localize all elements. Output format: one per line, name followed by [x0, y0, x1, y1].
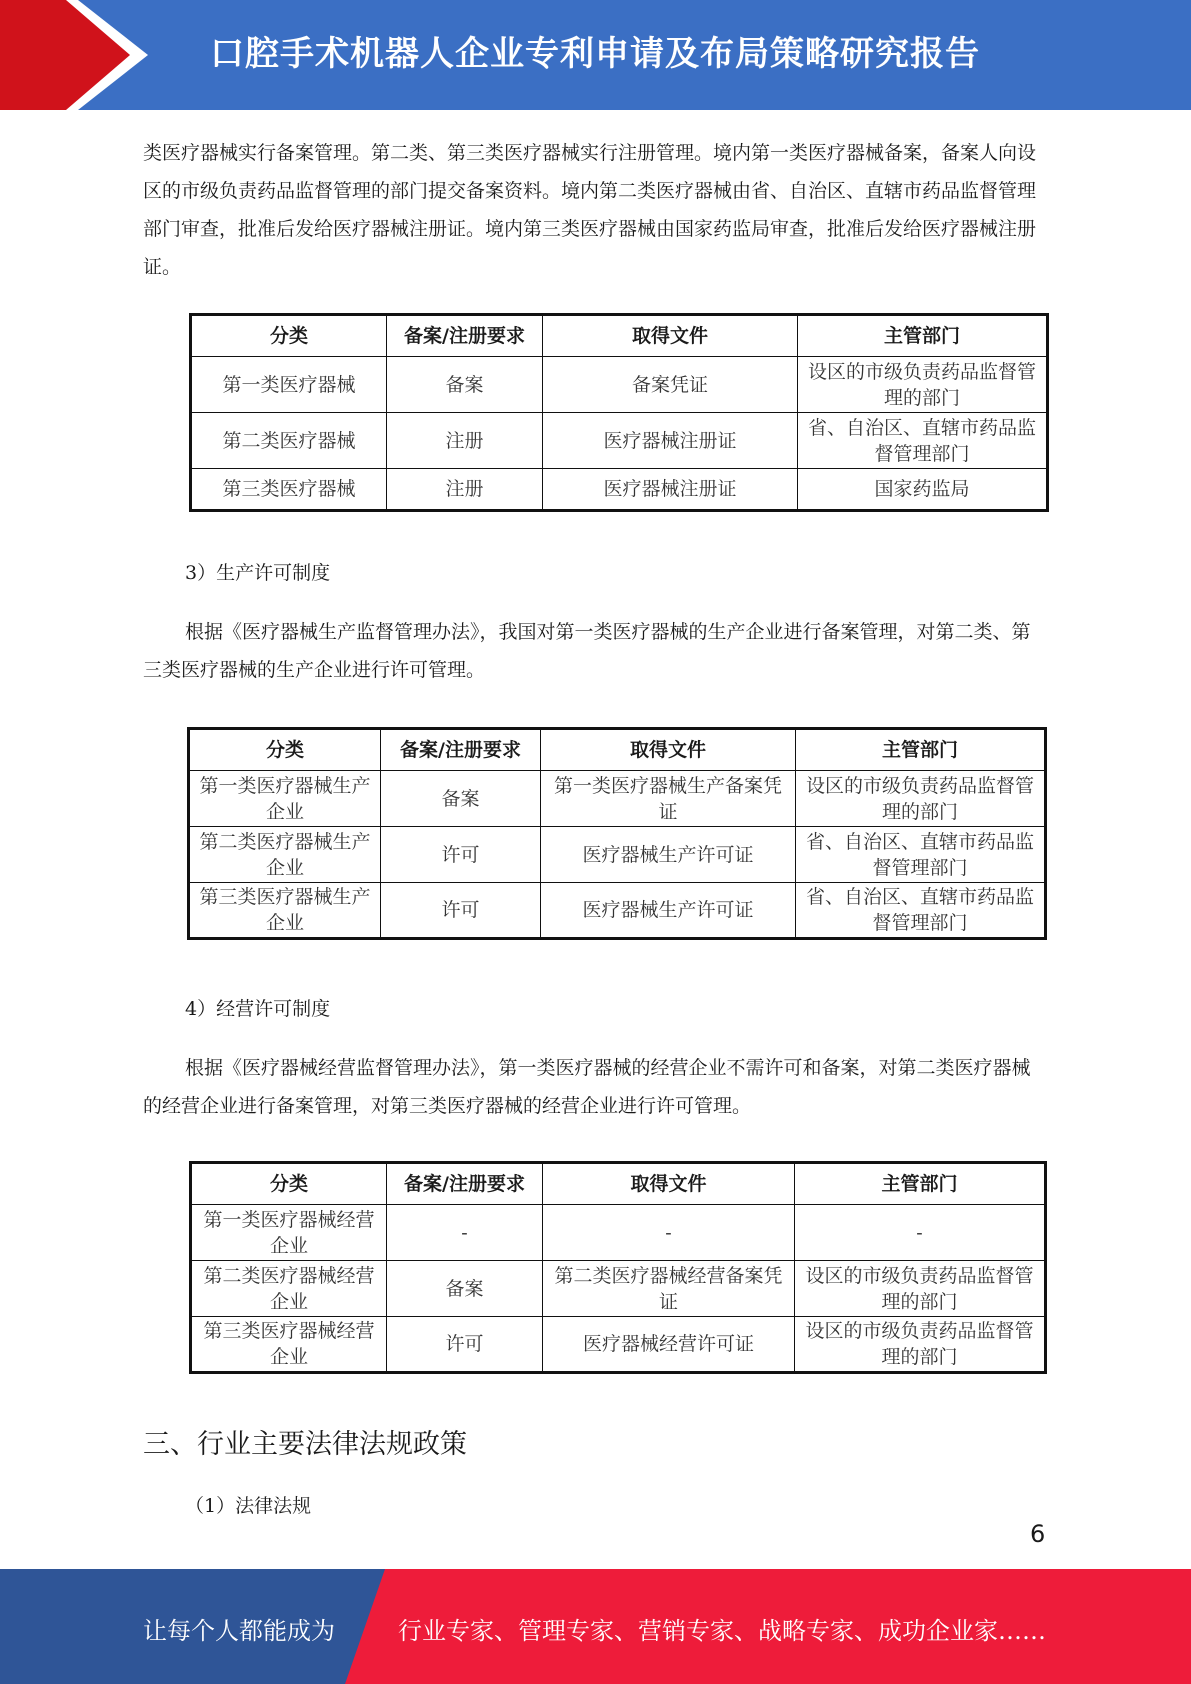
- table-cell: 第三类医疗器械生产企业: [189, 883, 381, 939]
- table-cell: 第一类医疗器械: [191, 357, 387, 413]
- table-cell: 备案: [381, 771, 541, 827]
- table-row: [189, 827, 1046, 883]
- production-license-paragraph: 根据《医疗器械生产监督管理办法》，我国对第一类医疗器械的生产企业进行备案管理，对第二类、第三类医疗器械的生产企业进行许可管理。: [143, 621, 1031, 681]
- production-license-table: [187, 727, 1047, 940]
- table-cell: 许可: [387, 1317, 543, 1373]
- column-header: 取得文件: [543, 315, 798, 357]
- table-row: [191, 1261, 1046, 1317]
- footer-slogan-right: 行业专家、管理专家、营销专家、战略专家、成功企业家……: [398, 1617, 1046, 1645]
- table-header-row: [191, 315, 1048, 357]
- table-cell: 第二类医疗器械: [191, 413, 387, 469]
- table-row: [191, 413, 1048, 469]
- table-cell: 许可: [381, 827, 541, 883]
- table-cell: 医疗器械注册证: [543, 413, 798, 469]
- table-cell: 设区的市级负责药品监督管理的部门: [798, 357, 1048, 413]
- table-cell: -: [543, 1205, 795, 1261]
- table-cell: 设区的市级负责药品监督管理的部门: [795, 1317, 1046, 1373]
- table-cell: 注册: [387, 469, 543, 511]
- table-cell: -: [795, 1205, 1046, 1261]
- table-cell: 第一类医疗器械经营企业: [191, 1205, 387, 1261]
- table-cell: 第二类医疗器械经营备案凭证: [543, 1261, 795, 1317]
- table-row: [189, 771, 1046, 827]
- table-header-row: [189, 729, 1046, 771]
- column-header: 分类: [191, 1163, 387, 1205]
- table-cell: 备案凭证: [543, 357, 798, 413]
- business-license-heading: 4）经营许可制度: [185, 998, 331, 1020]
- column-header: 取得文件: [541, 729, 796, 771]
- production-license-heading: 3）生产许可制度: [185, 562, 331, 584]
- column-header: 备案/注册要求: [387, 1163, 543, 1205]
- table-cell: 备案: [387, 1261, 543, 1317]
- table-cell: 备案: [387, 357, 543, 413]
- table-header-row: [191, 1163, 1046, 1205]
- table-cell: 第一类医疗器械生产企业: [189, 771, 381, 827]
- footer-slogan-left: 让每个人都能成为: [143, 1617, 335, 1645]
- column-header: 备案/注册要求: [381, 729, 541, 771]
- page-number: 6: [1030, 1520, 1046, 1548]
- table-cell: 省、自治区、直辖市药品监督管理部门: [796, 883, 1046, 939]
- table-cell: 省、自治区、直辖市药品监督管理部门: [798, 413, 1048, 469]
- registration-table: [189, 313, 1049, 512]
- table-cell: 国家药监局: [798, 469, 1048, 511]
- laws-subsection-heading: （1）法律法规: [185, 1495, 312, 1517]
- column-header: 分类: [191, 315, 387, 357]
- table-cell: 医疗器械生产许可证: [541, 883, 796, 939]
- chapter-title: 三、行业主要法律法规政策: [143, 1429, 467, 1460]
- table-row: [191, 1317, 1046, 1373]
- table-row: [191, 357, 1048, 413]
- column-header: 备案/注册要求: [387, 315, 543, 357]
- page-header: [0, 0, 1191, 110]
- business-license-paragraph: 根据《医疗器械经营监督管理办法》，第一类医疗器械的经营企业不需许可和备案，对第二类医疗器械的经营企业进行备案管理，对第三类医疗器械的经营企业进行许可管理。: [143, 1057, 1031, 1117]
- table-cell: 第三类医疗器械经营企业: [191, 1317, 387, 1373]
- table-cell: 设区的市级负责药品监督管理的部门: [795, 1261, 1046, 1317]
- column-header: 分类: [189, 729, 381, 771]
- table-cell: 第一类医疗器械生产备案凭证: [541, 771, 796, 827]
- page-footer: [0, 1569, 1191, 1684]
- table-cell: 第三类医疗器械: [191, 469, 387, 511]
- table-row: [189, 883, 1046, 939]
- table-cell: 许可: [381, 883, 541, 939]
- table-cell: 第二类医疗器械生产企业: [189, 827, 381, 883]
- column-header: 取得文件: [543, 1163, 795, 1205]
- table-cell: 医疗器械经营许可证: [543, 1317, 795, 1373]
- column-header: 主管部门: [798, 315, 1048, 357]
- table-row: [191, 469, 1048, 511]
- table-cell: 注册: [387, 413, 543, 469]
- intro-paragraph: 类医疗器械实行备案管理。第二类、第三类医疗器械实行注册管理。境内第一类医疗器械备案，备案人向设区的市级负责药品监督管理的部门提交备案资料。境内第二类医疗器械由省、自治区、直辖市药品监督管理部门审查，批准后发给医疗器械注册证。境内第三类医疗器械由国家药监局审查，批准后发给医疗器械注册证。: [143, 142, 1037, 278]
- table-cell: -: [387, 1205, 543, 1261]
- table-cell: 省、自治区、直辖市药品监督管理部门: [796, 827, 1046, 883]
- column-header: 主管部门: [795, 1163, 1046, 1205]
- report-title: 口腔手术机器人企业专利申请及布局策略研究报告: [210, 34, 980, 74]
- table-cell: 医疗器械注册证: [543, 469, 798, 511]
- column-header: 主管部门: [796, 729, 1046, 771]
- table-cell: 设区的市级负责药品监督管理的部门: [796, 771, 1046, 827]
- table-cell: 医疗器械生产许可证: [541, 827, 796, 883]
- business-license-table: [189, 1161, 1047, 1374]
- table-row: [191, 1205, 1046, 1261]
- table-cell: 第二类医疗器械经营企业: [191, 1261, 387, 1317]
